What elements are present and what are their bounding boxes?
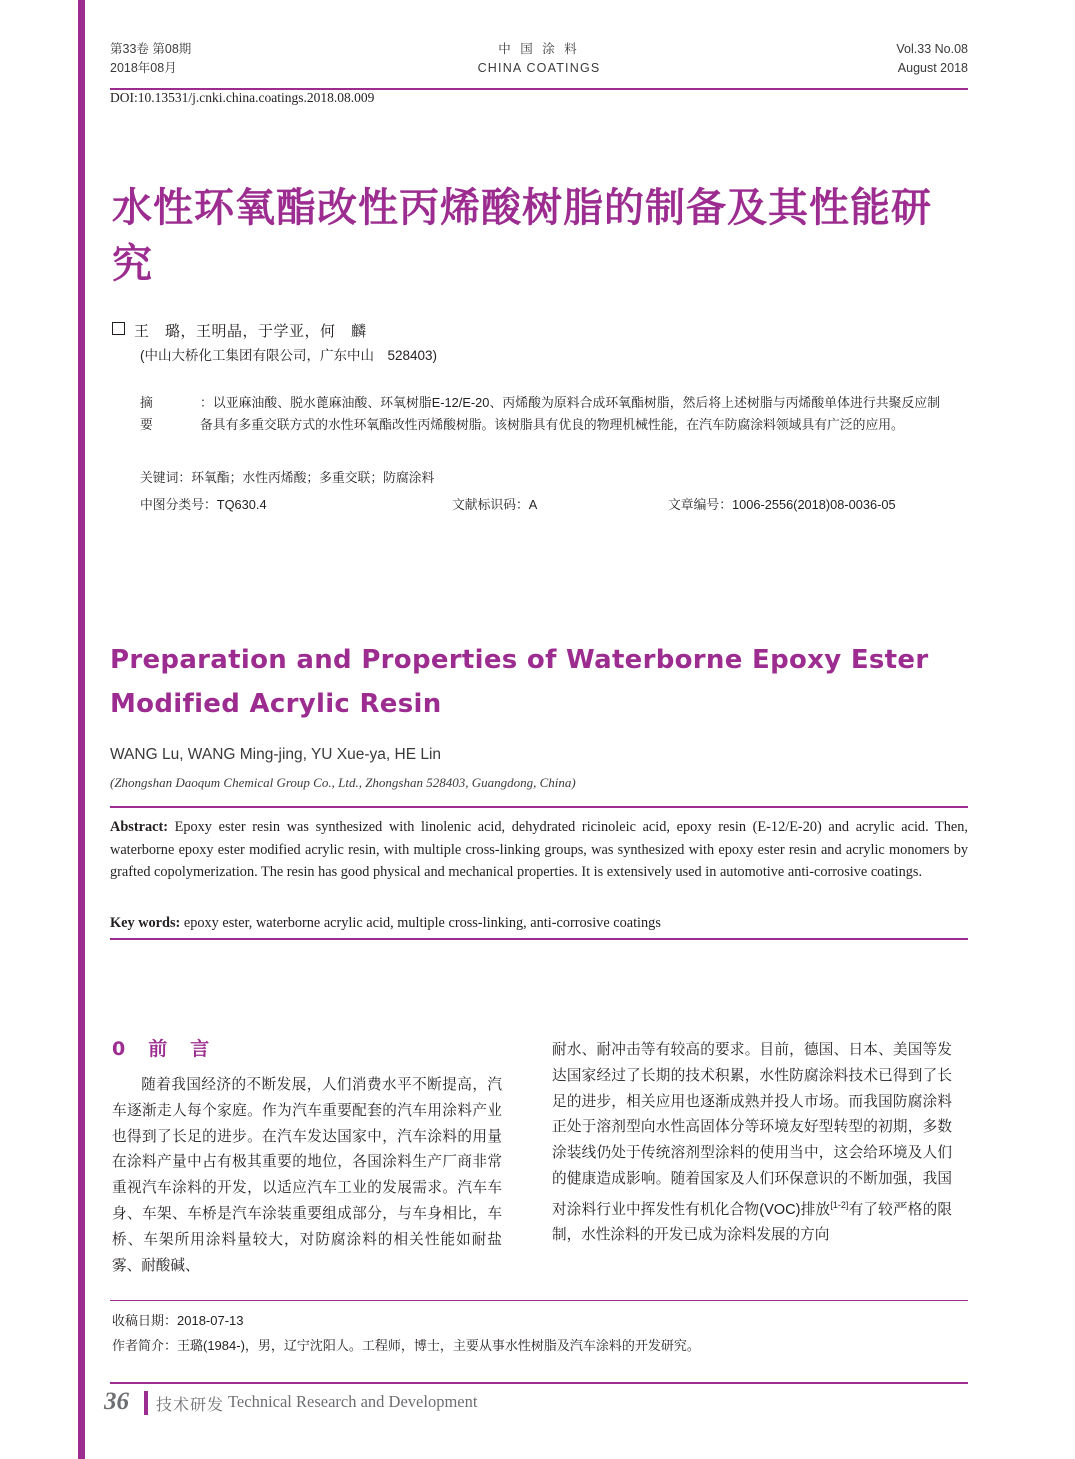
keywords-cn: 关键词：环氧酯；水性丙烯酸；多重交联；防腐涂料	[140, 470, 435, 485]
page-title-cn: 水性环氧酯改性丙烯酸树脂的制备及其性能研究	[112, 185, 932, 287]
issue-date-cn: 2018年08月	[110, 61, 177, 75]
authors-cn-text: 王 璐，王明晶，于学亚，何 麟	[134, 323, 367, 340]
abstract-rule-top	[110, 806, 968, 808]
keywords-label-en: Key words:	[110, 915, 181, 931]
keywords-en	[110, 912, 968, 935]
footnote-rule	[110, 1300, 968, 1301]
authors-cn	[112, 320, 367, 341]
body-right-post: 有了较严格的限制，水性涂料的开发已成为涂料发展的方向	[552, 1201, 952, 1244]
affiliation-en: (Zhongshan Daoqum Chemical Group Co., Ltd., Zhongshan 528403, Guangdong, China)	[110, 775, 576, 790]
footer-accent-bar	[144, 1391, 148, 1415]
affiliation-cn: (中山大桥化工集团有限公司，广东中山 528403)	[140, 348, 438, 363]
running-head	[110, 40, 968, 82]
footer-rule	[110, 1382, 968, 1384]
author-bio: 作者简介：王璐(1984-)，男，辽宁沈阳人。工程师，博士，主要从事水性树脂及汽车涂料的开发研究。	[112, 1338, 700, 1353]
journal-name-cn: 中 国 涂 料	[498, 42, 580, 56]
page-footer	[100, 1388, 700, 1422]
journal-name-en: CHINA COATINGS	[477, 61, 601, 75]
page-number: 36	[104, 1388, 129, 1415]
footer-section-en: Technical Research and Development	[228, 1392, 478, 1411]
running-head-center	[110, 40, 968, 78]
footer-section-cn: 技术研发	[156, 1397, 225, 1414]
body-column-left: 随着我国经济的不断发展，人们消费水平不断提高，汽车逐渐走人每个家庭。作为汽车重要配套的汽车用涂料产业也得到了长足的进步。在汽车发达国家中，汽车涂料的用量在涂料产量中占有极其重要的地位，各国涂料生产厂商非常重视汽车涂料的开发，以适应汽车工业的发展需求。汽车车身、车架、车桥是汽车涂装重要组成部分，与车身相比，车桥、车架所用涂料量较大，对防腐涂料的相关性能如耐盐雾、耐酸碱、	[112, 1077, 502, 1274]
issue-date-en: August 2018	[897, 61, 968, 75]
abstract-label-en: Abstract:	[110, 819, 168, 835]
abstract-text-en: Epoxy ester resin was synthesized with linolenic acid, dehydrated ricinoleic acid, epoxy resin (E-12/E-20) and acrylic acid. Then, waterborne epoxy ester modified acrylic resin, with multiple cross-linking groups, was synthesized with epoxy ester resin and acrylic monomers by grafted copolymerization. The resin has good physical and mechanical properties. It is extensively used in automotive anti-corrosive coatings.	[110, 819, 968, 880]
section-heading-intro: 0 前 言	[112, 1038, 212, 1060]
page-title-en: Preparation and Properties of Waterborne Epoxy Ester Modified Acrylic Resin	[110, 645, 929, 719]
received-date: 收稿日期：2018-07-13	[112, 1313, 244, 1328]
doi-text: DOI:10.13531/j.cnki.china.coatings.2018.08.009	[110, 90, 375, 105]
keywords-text-en: epoxy ester, waterborne acrylic acid, multiple cross-linking, anti-corrosive coatings	[180, 915, 661, 931]
article-id: 文章编号：1006-2556(2018)08-0036-05	[668, 497, 896, 512]
abstract-cn	[140, 392, 940, 435]
abstract-rule-bottom	[110, 938, 968, 940]
clc-number: 中图分类号：TQ630.4	[140, 497, 267, 512]
running-head-right	[896, 40, 968, 78]
authors-en: WANG Lu, WANG Ming-jing, YU Xue-ya, HE Lin	[110, 746, 442, 763]
author-marker-icon	[112, 322, 125, 335]
footnotes	[112, 1308, 970, 1358]
volume-issue-en: Vol.33 No.08	[896, 42, 968, 56]
left-accent-bar	[78, 0, 85, 1459]
volume-issue: 第33卷 第08期	[110, 42, 192, 56]
document-code: 文献标识码：A	[452, 497, 538, 512]
abstract-label-cn: 摘 要	[140, 395, 178, 432]
body-column-right	[552, 1038, 952, 1249]
abstract-text-cn: ：以亚麻油酸、脱水蓖麻油酸、环氧树脂E-12/E-20、丙烯酸为原料合成环氧酯树脂，然后将上述树脂与丙烯酸单体进行共聚反应制备具有多重交联方式的水性环氧酯改性丙烯酸树脂。该树脂具有优良的物理机械性能，在汽车防腐涂料领域具有广泛的应用。	[200, 395, 940, 432]
body-right-pre: 耐水、耐冲击等有较高的要求。目前，德国、日本、美国等发达国家经过了长期的技术积累，水性防腐涂料技术已得到了长足的进步，相关应用也逐渐成熟并投人市场。而我国防腐涂料正处于溶剂型向水性高固体分等环境友好型转型的初期，多数涂装线仍处于传统溶剂型涂料的使用当中，这会给环境及人们的健康造成影响。随着国家及人们环保意识的不断加强，我国对涂料行业中挥发性有机化合物(VOC)排放	[552, 1042, 952, 1218]
citation-ref: [1-2]	[830, 1199, 849, 1210]
abstract-en	[110, 816, 968, 884]
